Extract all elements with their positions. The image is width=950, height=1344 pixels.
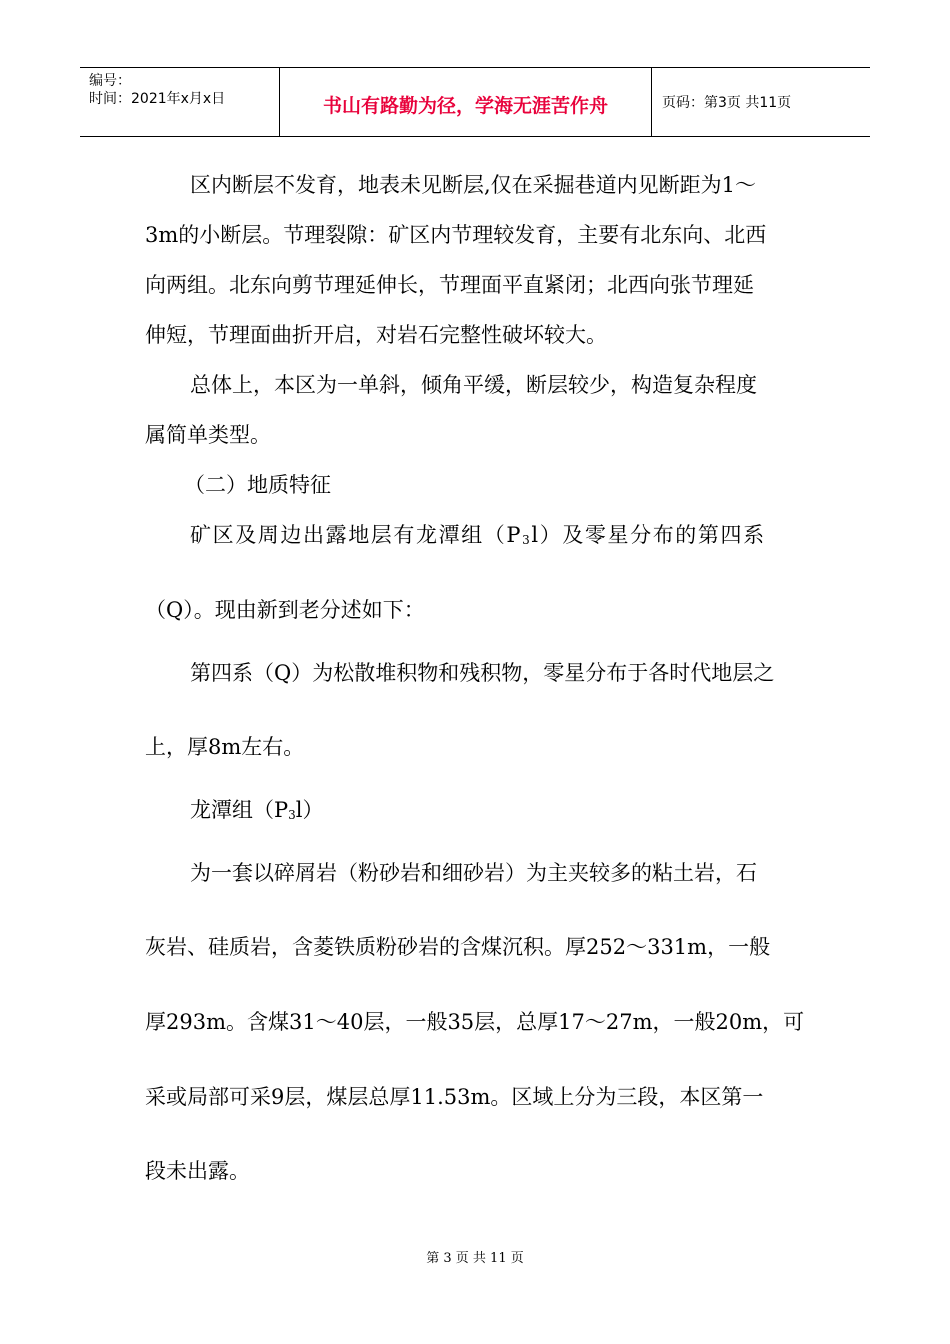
header-page-info: 页码：第3页 共11页 xyxy=(662,95,792,111)
body-line: 为一套以碎屑岩（粉砂岩和细砂岩）为主夹较多的粘土岩，石 xyxy=(190,861,757,885)
body-line: 区内断层不发育，地表未见断层,仅在采掘巷道内见断距为1～ xyxy=(190,173,757,197)
header-motto: 书山有路勤为径，学海无涯苦作舟 xyxy=(280,68,652,136)
time-label: 时间：2021年x月x日 xyxy=(89,91,226,107)
body-line: 3m的小断层。节理裂隙：矿区内节理较发育，主要有北东向、北西 xyxy=(145,223,767,247)
body-line: 厚293m。含煤31～40层，一般35层，总厚17～27m，一般20m，可 xyxy=(145,1010,805,1034)
body-line: 总体上，本区为一单斜，倾角平缓，断层较少，构造复杂程度 xyxy=(190,373,757,397)
body-line: 向两组。北东向剪节理延伸长，节理面平直紧闭；北西向张节理延 xyxy=(145,273,754,297)
body-line: 采或局部可采9层，煤层总厚11.53m。区域上分为三段，本区第一 xyxy=(145,1085,764,1109)
body-line: 属简单类型。 xyxy=(145,423,271,447)
body-line: 灰岩、硅质岩，含菱铁质粉砂岩的含煤沉积。厚252～331m，一般 xyxy=(145,935,771,959)
body-line: 伸短，节理面曲折开启，对岩石完整性破坏较大。 xyxy=(145,323,607,347)
body-line: 第四系（Q）为松散堆积物和残积物，零星分布于各时代地层之 xyxy=(190,661,775,685)
body-line: 上，厚8m左右。 xyxy=(145,735,305,759)
body-line: 矿区及周边出露地层有龙潭组$(P_3l)$及零星分布的第四系 xyxy=(190,523,766,547)
page-header xyxy=(80,67,870,137)
body-line: （Q）。现由新到老分述如下： xyxy=(145,598,425,622)
section-heading: （二）地质特征 xyxy=(184,473,331,497)
subsection-heading: 龙潭组$(P_3l)$ xyxy=(190,798,324,822)
header-meta xyxy=(80,68,280,136)
body-line: 段未出露。 xyxy=(145,1159,250,1183)
page-footer: 第 3 页 共 11 页 xyxy=(426,1251,524,1266)
code-label: 编号： xyxy=(89,73,131,89)
